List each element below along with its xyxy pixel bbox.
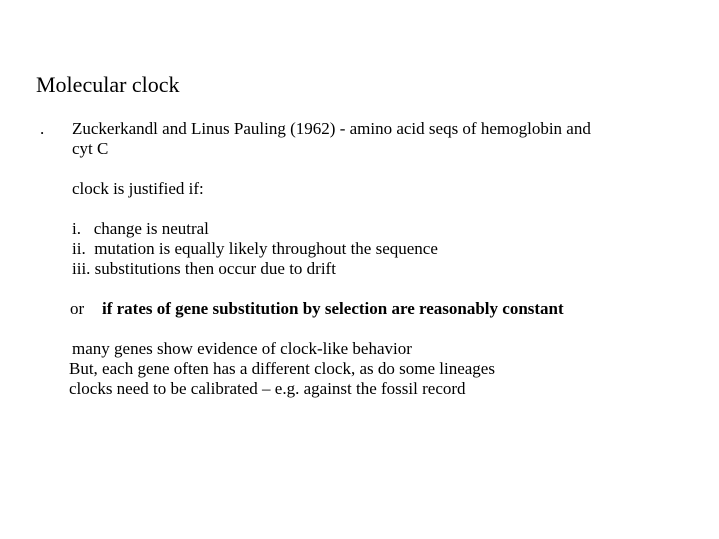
- slide-title: Molecular clock: [36, 72, 180, 97]
- justified-label: clock is justified if:: [72, 179, 204, 198]
- note-line: clocks need to be calibrated – e.g. against the fossil record: [69, 379, 466, 398]
- condition-item: iii. substitutions then occur due to drift: [72, 259, 336, 278]
- note-line: But, each gene often has a different clock, as do some lineages: [69, 359, 495, 378]
- intro-line-2: cyt C: [72, 139, 109, 158]
- condition-item: ii. mutation is equally likely throughout the sequence: [72, 239, 438, 258]
- intro-line-1: Zuckerkandl and Linus Pauling (1962) - amino acid seqs of hemoglobin and: [72, 119, 591, 138]
- bullet-marker: .: [40, 119, 45, 138]
- or-prefix: or: [70, 299, 85, 318]
- note-line: many genes show evidence of clock-like behavior: [72, 339, 412, 358]
- or-statement: if rates of gene substitution by selection are reasonably constant: [102, 299, 564, 318]
- condition-item: i. change is neutral: [72, 219, 209, 238]
